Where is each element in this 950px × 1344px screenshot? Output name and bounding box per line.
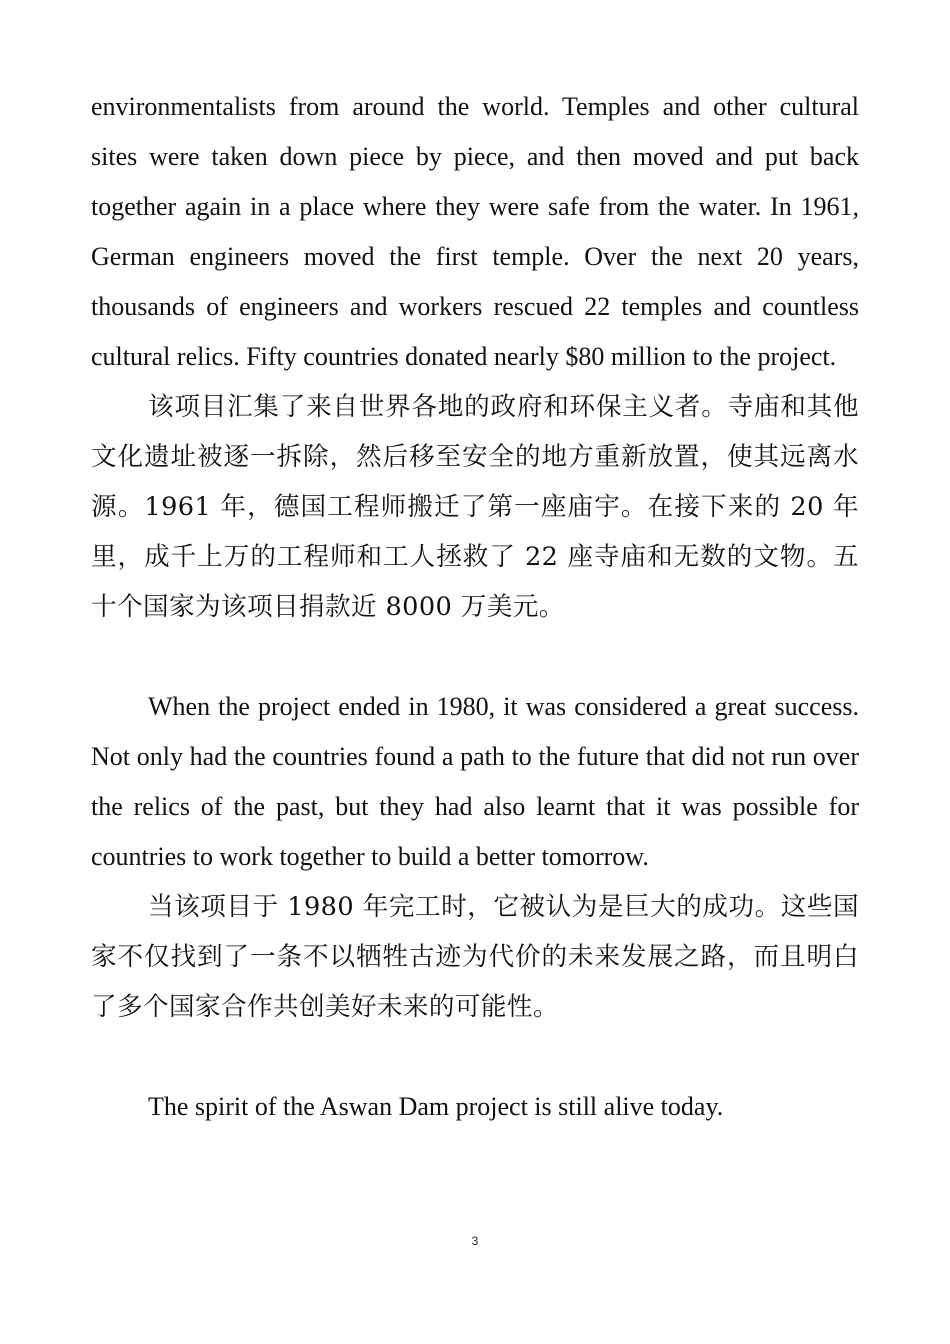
paragraph-en-3: The spirit of the Aswan Dam project is still alive today. [148, 1092, 724, 1121]
document-body [91, 82, 859, 1132]
paragraph-en-1: environmentalists from around the world. Temples and other cultural sites were taken down piece by piece, and then moved and put back together again in a place where they were safe from the water. In 1961, German engineers moved the first temple. Over the next 20 years, thousands of engineers and workers rescued 22 temples and countless cultural relics. Fifty countries donated nearly $80 million to the project. [91, 92, 859, 371]
paragraph-zh-1: 该项目汇集了来自世界各地的政府和环保主义者。寺庙和其他文化遗址被逐一拆除，然后移至安全的地方重新放置，使其远离水源。1961 年，德国工程师搬迁了第一座庙宇。在接下来的 20 年里，成千上万的工程师和工人拯救了 22 座寺庙和无数的文物。五十个国家为该项目捐款近 8000 万美元。 [91, 392, 859, 622]
paragraph-en-2: When the project ended in 1980, it was considered a great success. Not only had the countries found a path to the future that did not run over the relics of the past, but they had also learnt that it was possible for countries to work together to build a better tomorrow. [91, 692, 859, 871]
page-number: 3 [471, 1234, 479, 1248]
paragraph-gap [91, 632, 859, 682]
paragraph-zh-2: 当该项目于 1980 年完工时，它被认为是巨大的成功。这些国家不仅找到了一条不以牺牲古迹为代价的未来发展之路，而且明白了多个国家合作共创美好未来的可能性。 [91, 892, 859, 1022]
paragraph-gap [91, 1032, 859, 1082]
